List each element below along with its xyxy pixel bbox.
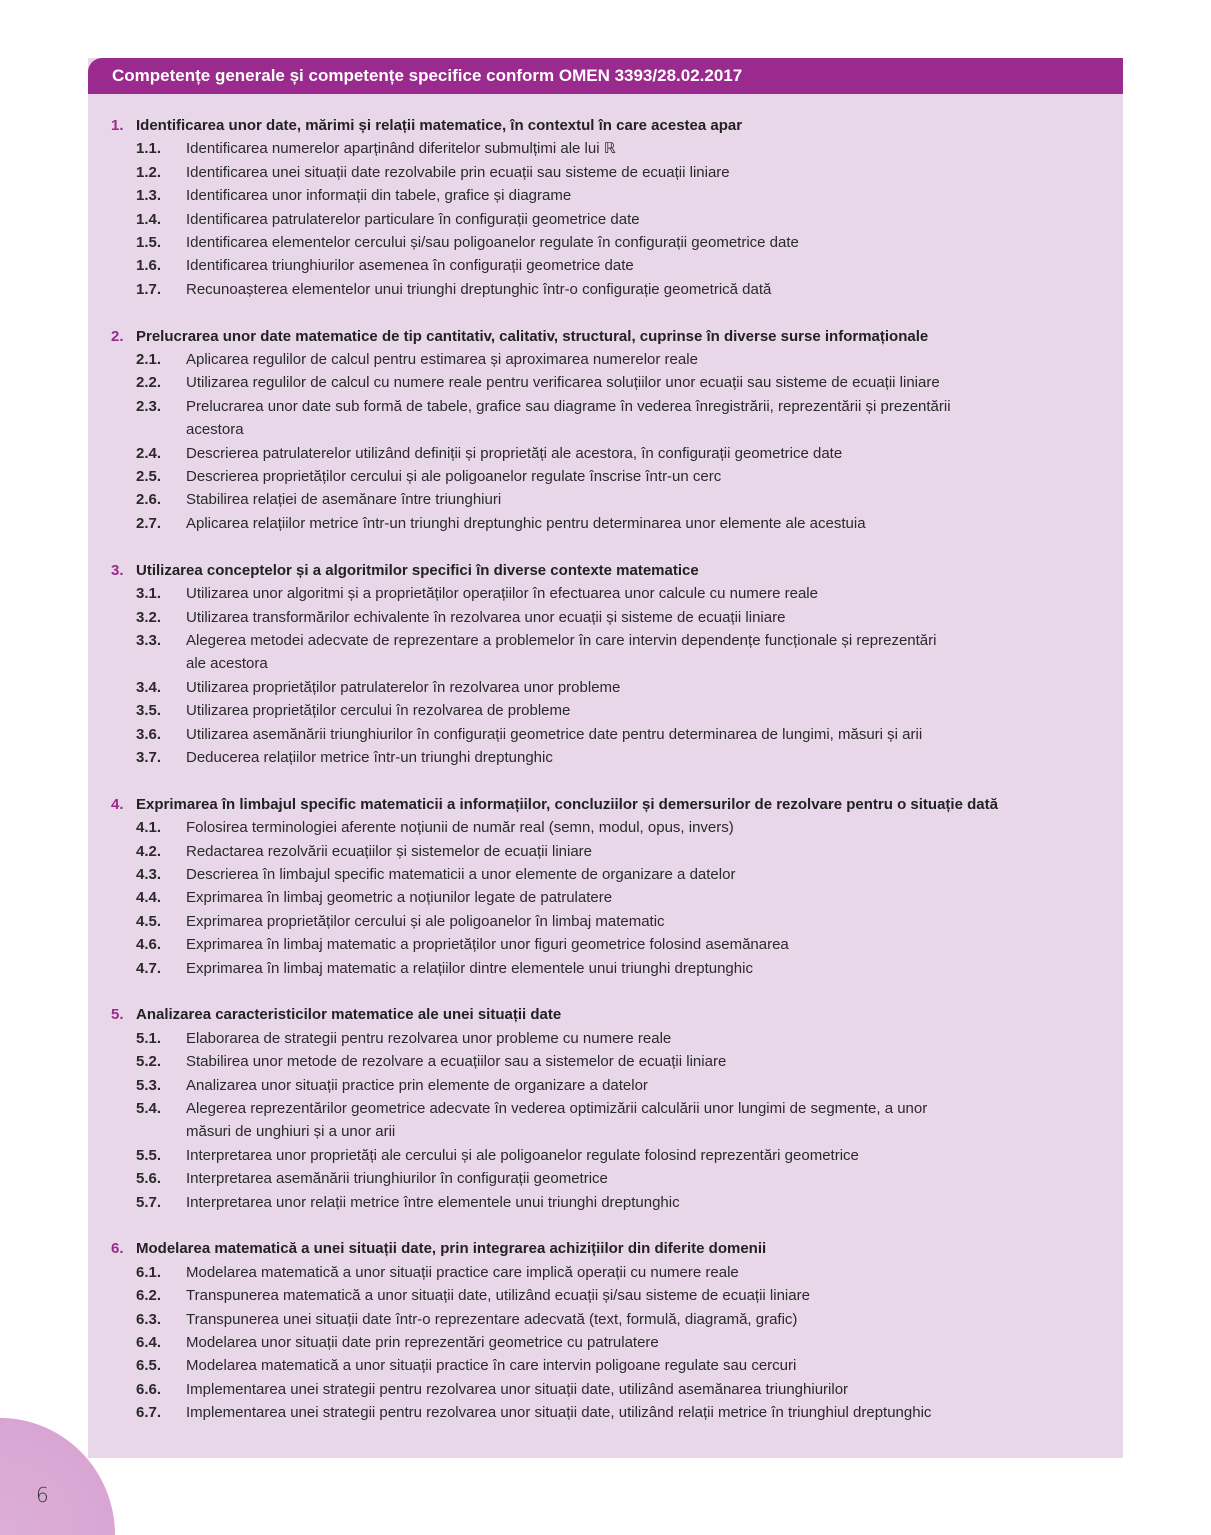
sections-list [88,94,1123,1458]
item-number: 3.4. [136,678,162,696]
competence-item [88,676,1105,699]
competence-item [88,816,1105,839]
item-text: Elaborarea de strategii pentru rezolvarea unor probleme cu numere reale [186,1029,672,1047]
item-number: 3.3. [136,631,162,649]
section-title: Analizarea caracteristicilor matematice ale unei situații date [136,1006,562,1024]
panel-header [88,58,1123,94]
item-text: Interpretarea asemănării triunghiurilor în configurații geometrice [186,1170,608,1188]
competence-item [88,1167,1105,1190]
item-number: 4.5. [136,912,162,930]
item-text: Transpunerea matematică a unor situații date, utilizând ecuații și/sau sisteme de ecuații liniare [186,1287,810,1305]
item-text: Identificarea patrulaterelor particulare în configurații geometrice date [186,210,640,228]
item-text: Modelarea unor situații date prin reprezentări geometrice cu patrulatere [186,1334,659,1352]
item-number: 3.2. [136,608,162,626]
section-number: 1. [111,117,124,134]
item-text: Redactarea rezolvării ecuațiilor și sistemelor de ecuații liniare [186,842,593,860]
section-title: Prelucrarea unor date matematice de tip cantitativ, calitativ, structural, cuprinse în diverse surse informaționale [136,327,929,345]
item-text: Interpretarea unor proprietăți ale cercului și ale poligoanelor regulate folosind reprezentări geometrice [186,1146,859,1164]
item-text-continued: măsuri de unghiuri și a unor arii [186,1123,396,1141]
item-text: Modelarea matematică a unor situații practice care implică operații cu numere reale [186,1263,739,1281]
item-number: 5.6. [136,1170,162,1188]
competence-item [88,512,1105,535]
item-number: 3.1. [136,585,162,603]
competence-item [88,886,1105,909]
item-number: 2.6. [136,491,162,509]
item-number: 1.1. [136,140,162,158]
item-number: 5.3. [136,1076,162,1094]
section-4 [88,793,1105,980]
section-title-row [88,1003,1105,1026]
item-text: Alegerea reprezentărilor geometrice adecvate în vederea optimizării calculării unor lungimi de segmente, a unor [186,1100,928,1117]
item-number: 6.5. [136,1357,162,1375]
competence-item [88,1191,1105,1214]
section-title: Identificarea unor date, mărimi și relații matematice, în contextul în care acestea apar [136,117,743,134]
item-number: 1.7. [136,280,162,298]
competence-item [88,840,1105,863]
competence-item [88,371,1105,394]
item-text: Interpretarea unor relații metrice între elementele unui triunghi dreptunghic [186,1193,680,1211]
item-text: Alegerea metodei adecvate de reprezentare a problemelor în care intervin dependențe funcționale și reprezentări [186,631,937,649]
competence-item [88,442,1105,465]
competence-item [88,1401,1105,1424]
item-text: Deducerea relațiilor metrice într-un triunghi dreptunghic [186,748,553,766]
item-text: Utilizarea proprietăților patrulaterelor în rezolvarea unor probleme [186,678,621,696]
item-text: Aplicarea regulilor de calcul pentru estimarea și aproximarea numerelor reale [186,351,698,369]
competence-item [88,1331,1105,1354]
competence-item [88,933,1105,956]
item-text: Exprimarea proprietăților cercului și ale poligoanelor în limbaj matematic [186,912,665,930]
item-number: 6.2. [136,1287,162,1305]
section-title-row [88,559,1105,582]
item-number: 2.7. [136,514,162,532]
competence-item [88,863,1105,886]
item-number: 6.4. [136,1334,162,1352]
item-text: Identificarea numerelor aparținând diferitelor submulțimi ale lui ℝ [186,140,616,158]
item-text: Descrierea în limbajul specific matematicii a unor elemente de organizare a datelor [186,865,736,883]
competence-item [88,254,1105,277]
section-title: Exprimarea în limbajul specific matematicii a informațiilor, concluziilor și demersurilor de rezolvare pentru o situație dată [136,795,998,813]
item-number: 1.3. [136,187,162,205]
competence-item [88,746,1105,769]
item-text: Utilizarea proprietăților cercului în rezolvarea de probleme [186,702,571,720]
item-number: 2.2. [136,374,162,392]
item-number: 4.1. [136,819,162,837]
competence-item [88,1074,1105,1097]
section-title: Modelarea matematică a unei situații date, prin integrarea achizițiilor din diferite domenii [136,1240,767,1258]
competence-item [88,1050,1105,1073]
item-number: 1.4. [136,210,162,228]
item-text: Descrierea proprietăților cercului și ale poligoanelor regulate înscrise într-un cerc [186,468,722,486]
item-text: Implementarea unei strategii pentru rezolvarea unor situații date, utilizând asemănarea triunghiurilor [186,1380,849,1398]
item-text: Modelarea matematică a unor situații practice în care intervin poligoane regulate sau cercuri [186,1357,797,1375]
item-number: 3.6. [136,725,162,743]
competence-item [88,1284,1105,1307]
item-text: Exprimarea în limbaj matematic a relațiilor dintre elementele unui triunghi dreptunghic [186,959,753,977]
item-text: Implementarea unei strategii pentru rezolvarea unor situații date, utilizând relații metrice în triunghiul dreptunghic [186,1404,932,1422]
section-title-row [88,114,1105,137]
item-text: Identificarea unei situații date rezolvabile prin ecuații sau sisteme de ecuații liniare [186,163,730,181]
section-3 [88,559,1105,770]
item-number: 6.7. [136,1404,162,1422]
item-text: Stabilirea unor metode de rezolvare a ecuațiilor sau a sistemelor de ecuații liniare [186,1053,727,1071]
competence-item [88,278,1105,301]
item-number: 6.3. [136,1310,162,1328]
competence-item [88,184,1105,207]
section-number: 4. [111,795,124,813]
item-text: Identificarea elementelor cercului și/sau poligoanelor regulate în configurații geometrice date [186,234,799,252]
item-number: 4.3. [136,865,162,883]
item-number: 6.1. [136,1263,162,1281]
item-text: Descrierea patrulaterelor utilizând definiții și proprietăți ale acestora, în configurații geometrice date [186,444,843,462]
competence-item [88,395,1105,442]
competence-item [88,699,1105,722]
item-number: 5.1. [136,1029,162,1047]
competence-item [88,606,1105,629]
section-2 [88,325,1105,536]
section-number: 3. [111,561,124,579]
item-text: Utilizarea transformărilor echivalente în rezolvarea unor ecuații și sisteme de ecuații liniare [186,608,786,626]
competence-item [88,723,1105,746]
item-number: 5.4. [136,1100,162,1117]
item-number: 4.2. [136,842,162,860]
item-text: Stabilirea relației de asemănare între triunghiuri [186,491,502,509]
section-number: 2. [111,327,124,345]
competence-item [88,1261,1105,1284]
item-text: Prelucrarea unor date sub formă de tabele, grafice sau diagrame în vederea înregistrării, reprezentării și prezentării [186,397,951,415]
section-number: 6. [111,1240,124,1258]
item-number: 1.5. [136,234,162,252]
item-text: Folosirea terminologiei aferente noțiunii de număr real (semn, modul, opus, invers) [186,819,734,837]
item-number: 2.1. [136,351,162,369]
item-text: Aplicarea relațiilor metrice într-un triunghi dreptunghic pentru determinarea unor elemente ale acestuia [186,514,866,532]
section-title-row [88,325,1105,348]
item-number: 5.5. [136,1146,162,1164]
item-number: 5.2. [136,1053,162,1071]
section-title: Utilizarea conceptelor și a algoritmilor specifici în diverse contexte matematice [136,561,699,579]
competence-item [88,1144,1105,1167]
item-text: Transpunerea unei situații date într-o reprezentare adecvată (text, formulă, diagramă, grafic) [186,1310,798,1328]
panel-title: Competențe generale și competențe specifice conform OMEN 3393/28.02.2017 [112,66,743,85]
competence-item [88,629,1105,676]
section-title-row [88,793,1105,816]
item-number: 4.6. [136,936,162,954]
competence-item [88,208,1105,231]
item-text: Recunoașterea elementelor unui triunghi dreptunghic într-o configurație geometrică dată [186,280,772,298]
item-number: 1.6. [136,257,162,275]
item-number: 5.7. [136,1193,162,1211]
item-text: Utilizarea asemănării triunghiurilor în configurații geometrice date pentru determinarea de lungimi, măsuri și arii [186,725,923,743]
item-text: Utilizarea unor algoritmi și a proprietăților operațiilor în efectuarea unor calcule cu numere reale [186,585,818,603]
item-number: 2.3. [136,397,162,415]
item-text: Exprimarea în limbaj matematic a proprietăților unor figuri geometrice folosind asemănarea [186,936,789,954]
item-number: 3.5. [136,702,162,720]
item-text: Identificarea unor informații din tabele, grafice și diagrame [186,187,572,205]
page-number: 6 [36,1483,49,1507]
item-text-continued: acestora [186,421,244,439]
item-text: Identificarea triunghiurilor asemenea în configurații geometrice date [186,257,634,275]
competence-item [88,348,1105,371]
competences-panel [88,58,1123,1458]
item-number: 4.7. [136,959,162,977]
item-text: Analizarea unor situații practice prin elemente de organizare a datelor [186,1076,648,1094]
competence-item [88,582,1105,605]
item-number: 3.7. [136,748,162,766]
item-number: 2.5. [136,468,162,486]
section-6 [88,1237,1105,1424]
item-text: Utilizarea regulilor de calcul cu numere reale pentru verificarea soluțiilor unor ecuații sau sisteme de ecuații liniare [186,374,940,392]
competence-item [88,137,1105,160]
competence-item [88,910,1105,933]
item-number: 6.6. [136,1380,162,1398]
competence-item [88,161,1105,184]
competence-item [88,957,1105,980]
competence-item [88,465,1105,488]
item-number: 4.4. [136,889,162,907]
item-number: 2.4. [136,444,162,462]
competence-item [88,231,1105,254]
competence-item [88,1097,1105,1144]
section-number: 5. [111,1006,124,1024]
item-text: Exprimarea în limbaj geometric a noțiunilor legate de patrulatere [186,889,613,907]
section-5 [88,1003,1105,1214]
competence-item [88,1308,1105,1331]
competence-item [88,1378,1105,1401]
section-title-row [88,1237,1105,1260]
competence-item [88,1027,1105,1050]
section-1 [88,114,1105,301]
competence-item [88,1354,1105,1377]
competence-item [88,488,1105,511]
item-text-continued: ale acestora [186,655,268,673]
item-number: 1.2. [136,163,162,181]
